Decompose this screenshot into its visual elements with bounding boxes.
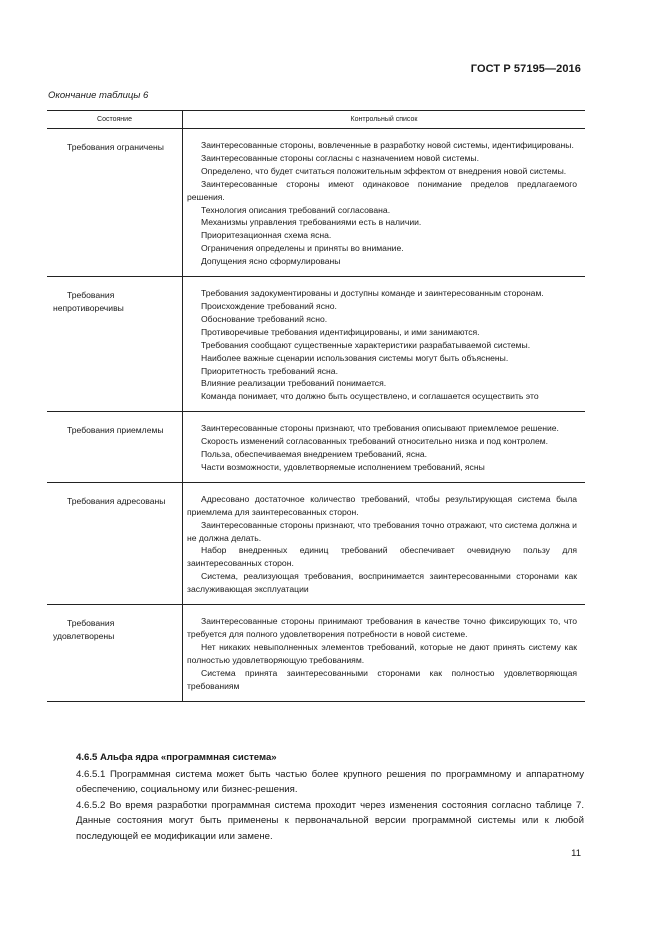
checklist-item: Набор внедренных единиц требований обеспечивает очевидную пользу для заинтересованных сторон. (187, 545, 577, 569)
table-row (47, 277, 585, 412)
checklist-item: Влияние реализации требований понимается. (201, 378, 387, 389)
checklist-item: Заинтересованные стороны принимают требования в качестве точно фиксирующих то, что требуется для полного удовлетворения потребности в новой системе. (187, 616, 577, 639)
checklist-item: Обоснование требований ясно. (201, 313, 328, 324)
standard-code: ГОСТ Р 57195—2016 (470, 63, 581, 75)
checklist-item: Происхождение требований ясно. (201, 300, 337, 311)
checklist-cell (183, 482, 586, 604)
checklist-item: Противоречивые требования идентифицированы, и ими занимаются. (201, 326, 480, 337)
checklist-item: Адресовано достаточное количество требований, чтобы результирующая система была приемлема для заинтересованных сторон. (187, 493, 577, 517)
table-body (47, 129, 585, 702)
state-cell (47, 605, 183, 701)
state-label: Требования непротиворечивы (53, 290, 124, 313)
state-cell (47, 277, 183, 412)
state-label: Требования ограничены (67, 142, 164, 152)
checklist-item: Наиболее важные сценарии использования системы могут быть объяснены. (201, 352, 509, 363)
state-cell (47, 129, 183, 277)
checklist-item: Заинтересованные стороны признают, что требования точно отражают, что система должна и не должна делать. (187, 519, 577, 543)
checklist-cell (183, 412, 586, 483)
section-body (76, 767, 584, 844)
checklist-item: Команда понимает, что должно быть осуществлено, и соглашается осуществить это (201, 391, 539, 402)
column-header-state: Состояние (47, 111, 183, 129)
checklist-item: Требования сообщают существенные характеристики разрабатываемой системы. (201, 339, 531, 350)
checklist-item: Заинтересованные стороны признают, что требования описывают приемлемое решение. (201, 423, 559, 434)
table-row (47, 482, 585, 604)
checklist-item: Требования задокументированы и доступны команде и заинтересованным сторонам. (201, 288, 544, 299)
checklist-item: Заинтересованные стороны, вовлеченные в разработку новой системы, идентифицированы. (201, 140, 574, 150)
checklist-item: Заинтересованные стороны согласны с назначением новой системы. (201, 152, 479, 163)
state-cell (47, 412, 183, 483)
checklist-cell (183, 277, 586, 412)
table-row (47, 412, 585, 483)
checklist-item: Польза, обеспечиваемая внедрением требований, ясна. (201, 449, 428, 460)
column-header-checklist: Контрольный список (183, 111, 586, 129)
table-caption: Окончание таблицы 6 (48, 90, 149, 101)
table-row (47, 129, 585, 277)
checklist-item: Части возможности, удовлетворяемые исполнением требований, ясны (201, 461, 485, 472)
state-cell (47, 482, 183, 604)
checklist-item: Приоритетность требований ясна. (201, 365, 338, 376)
table-row (47, 605, 585, 701)
checklist-item: Система принята заинтересованными сторонами как полностью удовлетворяющая требованиям (187, 667, 577, 691)
table-header-row (47, 111, 585, 129)
paragraph: 4.6.5.1 Программная система может быть частью более крупного решения по программному и аппаратному обеспечению, социальному или бизнес-решения. (76, 769, 584, 796)
checklist-cell (183, 129, 586, 277)
checklist-cell (183, 605, 586, 701)
checklist-item: Определено, что будет считаться положительным эффектом от внедрения новой системы. (201, 165, 567, 176)
state-label: Требования приемлемы (67, 425, 164, 436)
checklist-item: Скорость изменений согласованных требований относительно низка и под контролем. (201, 436, 549, 447)
state-label: Требования адресованы (67, 495, 166, 506)
checklist-item: Допущения ясно сформулированы (201, 256, 341, 267)
checklist-item: Заинтересованные стороны имеют одинаковое понимание пределов предлагаемого решения. (187, 178, 577, 202)
paragraph: 4.6.5.2 Во время разработки программная система проходит через изменения состояния согласно таблице 7. Данные состояния могут быть применены к первоначальной версии программной системы или к любой последующей ее модификации или замене. (76, 799, 584, 842)
checklist-item: Нет никаких невыполненных элементов требований, которые не дают принять систему как полностью удовлетворяющую требованиям. (187, 641, 577, 665)
checklist-item: Механизмы управления требованиями есть в наличии. (201, 217, 422, 228)
checklist-table (47, 110, 585, 702)
checklist-item: Технология описания требований согласована. (201, 204, 391, 215)
checklist-item: Ограничения определены и приняты во внимание. (201, 243, 404, 254)
page-number: 11 (571, 848, 581, 859)
section-heading: 4.6.5 Альфа ядра «программная система» (76, 752, 277, 763)
checklist-item: Система, реализующая требования, воспринимается заинтересованными сторонами как заслуживающая эксплуатации (187, 571, 577, 595)
checklist-item: Приоритезационная схема ясна. (201, 230, 332, 241)
state-label: Требования удовлетворены (53, 618, 115, 641)
